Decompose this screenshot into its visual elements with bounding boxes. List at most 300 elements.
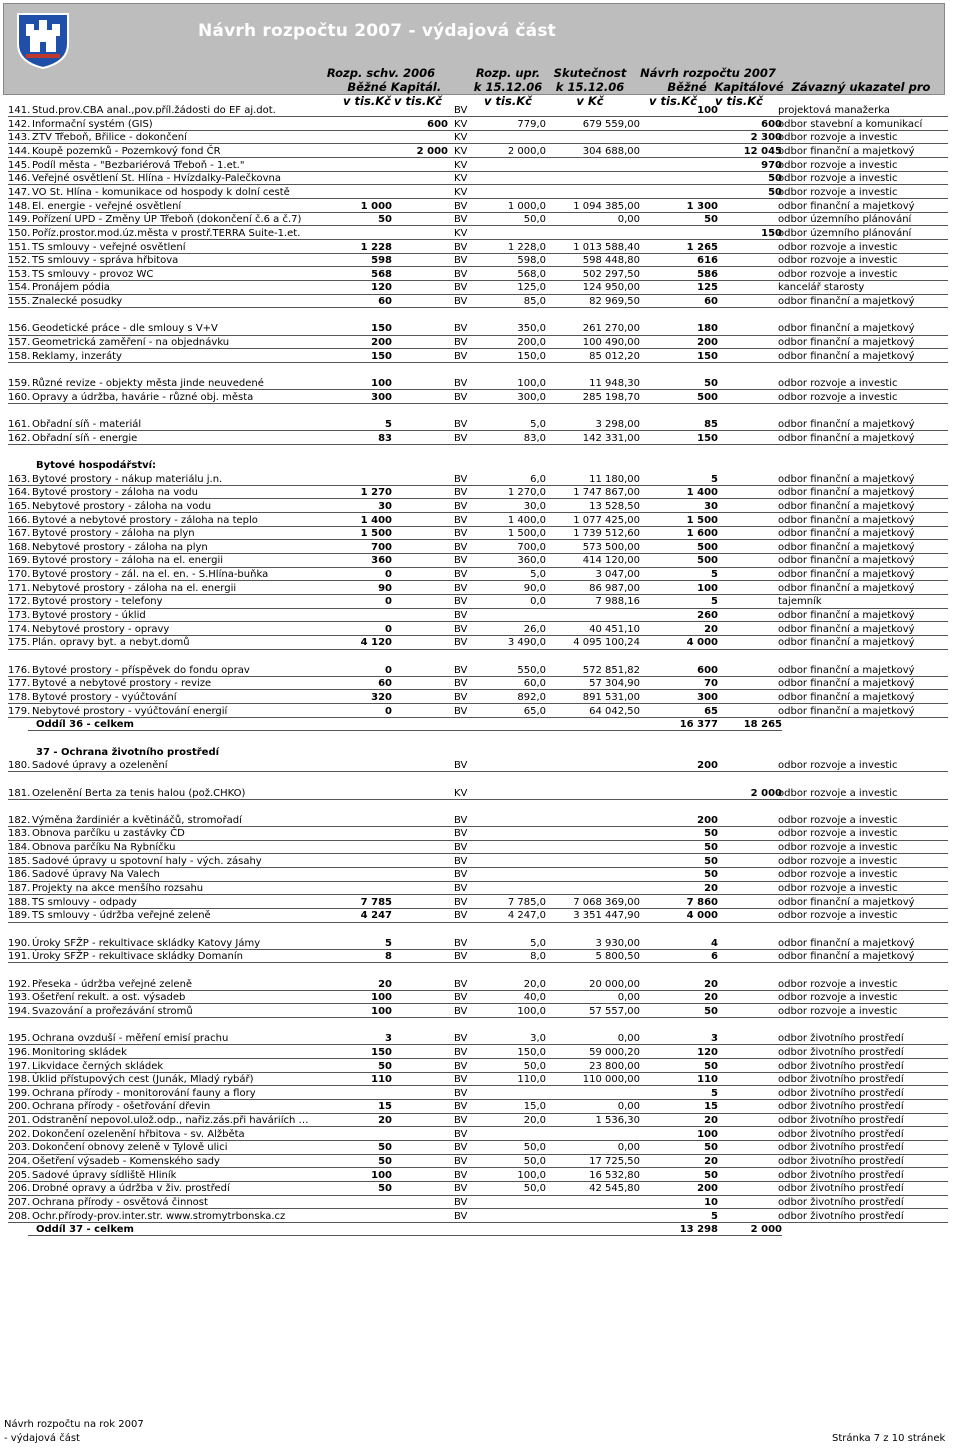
row-skutecnost: 1 747 867,00	[573, 487, 640, 499]
row-type: BV	[454, 487, 468, 499]
table-row	[8, 1005, 936, 1018]
row-skutecnost: 100 490,00	[582, 337, 640, 349]
row-type: BV	[454, 992, 468, 1004]
row-number: 188.	[8, 896, 31, 908]
row-rozp-upraveny: 568,0	[517, 268, 546, 280]
row-skutecnost: 572 851,82	[582, 664, 640, 676]
row-number: 193.	[8, 992, 31, 1004]
row-rozp-bezne: 360	[371, 555, 392, 567]
row-number: 207.	[8, 1197, 31, 1208]
row-skutecnost: 82 969,50	[589, 296, 640, 308]
row-responsible: odbor finanční a majetkový	[778, 296, 915, 308]
row-description: Nebytové prostory - záloha na el. energii	[32, 582, 237, 594]
row-navrh-bezne: 20	[704, 978, 718, 990]
row-skutecnost: 0,00	[617, 1033, 640, 1045]
row-navrh-bezne: 616	[697, 255, 718, 267]
row-navrh-kapital: 2 000	[750, 787, 782, 799]
row-responsible: odbor životního prostředí	[778, 1033, 904, 1045]
col-header-rozp-upr: Rozp. upr.	[475, 66, 541, 80]
row-rozp-upraveny: 0,0	[530, 596, 546, 608]
row-navrh-bezne: 110	[697, 1074, 718, 1086]
row-number: 152.	[8, 255, 31, 267]
row-rozp-upraveny: 1 270,0	[507, 487, 546, 499]
row-description: TS smlouvy - správa hřbitova	[32, 255, 179, 267]
row-navrh-bezne: 4 000	[686, 910, 718, 922]
row-rozp-bezne: 100	[371, 378, 392, 389]
row-navrh-kapital: 970	[761, 159, 782, 171]
table-row	[8, 541, 936, 554]
row-responsible: odbor finanční a majetkový	[778, 541, 915, 553]
row-navrh-kapital: 600	[761, 118, 782, 130]
row-skutecnost: 1 013 588,40	[573, 241, 640, 253]
row-navrh-bezne: 200	[697, 814, 718, 826]
row-navrh-kapital: 150	[761, 227, 782, 239]
row-number: 155.	[8, 296, 31, 308]
row-description: Nebytové prostory - opravy	[32, 623, 170, 635]
table-row	[8, 377, 936, 390]
row-description: Výměna žardiniér a květináčů, stromořadí	[32, 814, 242, 826]
row-responsible: odbor rozvoje a investic	[778, 378, 898, 389]
row-rozp-upraveny: 2 000,0	[507, 145, 546, 157]
row-number: 199.	[8, 1087, 31, 1099]
row-rozp-upraveny: 3,0	[530, 1033, 546, 1045]
row-rozp-bezne: 8	[385, 951, 392, 963]
row-description: Reklamy, inzeráty	[32, 350, 122, 362]
row-navrh-bezne: 50	[704, 828, 718, 840]
row-responsible: odbor finanční a majetkový	[778, 691, 915, 703]
row-type: BV	[454, 514, 468, 526]
col-header-unit-navrh-kap: v tis.Kč	[715, 94, 763, 108]
row-type: BV	[454, 1210, 468, 1222]
row-navrh-bezne: 85	[704, 418, 718, 430]
section-title: 37 - Ochrana životního prostředí	[36, 746, 220, 758]
row-responsible: tajemník	[778, 596, 822, 608]
row-number: 173.	[8, 610, 31, 622]
row-description: Znalecké posudky	[32, 296, 123, 308]
col-header-skutecnost-date: k 15.12.06	[555, 80, 625, 94]
row-type: BV	[454, 855, 468, 867]
table-row	[8, 1169, 936, 1182]
row-rozp-bezne: 0	[385, 569, 392, 581]
row-rozp-upraveny: 1 400,0	[507, 514, 546, 526]
row-number: 176.	[8, 664, 31, 676]
row-description: TS smlouvy - veřejné osvětlení	[32, 241, 186, 253]
row-rozp-upraveny: 110,0	[517, 1074, 546, 1086]
row-skutecnost: 64 042,50	[589, 705, 640, 717]
row-navrh-bezne: 30	[704, 500, 718, 512]
row-responsible: odbor životního prostředí	[778, 1101, 904, 1113]
row-description: Nebytové prostory - vyúčtování energií	[32, 705, 228, 717]
table-row	[8, 1114, 936, 1127]
row-number: 204.	[8, 1156, 31, 1168]
row-description: ZTV Třeboň, Břilice - dokončení	[32, 132, 187, 144]
row-type: BV	[454, 596, 468, 608]
row-skutecnost: 414 120,00	[582, 555, 640, 567]
row-type: BV	[454, 432, 468, 444]
col-header-unit-kapital: v tis.Kč	[394, 94, 442, 108]
row-rozp-upraveny: 5,0	[530, 937, 546, 949]
col-header-rozp-schv: Rozp. schv. 2006	[326, 66, 436, 80]
row-rozp-bezne: 568	[371, 268, 392, 280]
row-skutecnost: 13 528,50	[589, 500, 640, 512]
row-navrh-bezne: 500	[697, 541, 718, 553]
row-divider	[8, 771, 948, 772]
row-rozp-upraveny: 700,0	[517, 541, 546, 553]
row-description: Nebytové prostory - záloha na plyn	[32, 541, 208, 553]
row-number: 180.	[8, 760, 31, 772]
row-skutecnost: 1 536,30	[595, 1115, 640, 1127]
row-skutecnost: 7 988,16	[595, 596, 640, 608]
table-row	[8, 418, 936, 431]
total-navrh-bezne: 16 377	[679, 719, 718, 731]
row-number: 172.	[8, 596, 31, 608]
table-row	[8, 104, 936, 117]
row-type: BV	[454, 296, 468, 308]
row-navrh-bezne: 50	[704, 842, 718, 854]
row-number: 162.	[8, 432, 31, 444]
row-number: 196.	[8, 1046, 31, 1058]
row-responsible: odbor finanční a majetkový	[778, 323, 915, 335]
row-responsible: odbor finanční a majetkový	[778, 473, 915, 485]
row-responsible: odbor finanční a majetkový	[778, 200, 915, 212]
row-responsible: odbor rozvoje a investic	[778, 787, 898, 799]
row-number: 175.	[8, 637, 31, 649]
row-responsible: odbor finanční a majetkový	[778, 637, 915, 649]
row-skutecnost: 679 559,00	[582, 118, 640, 130]
row-number: 167.	[8, 528, 31, 540]
row-rozp-upraveny: 200,0	[517, 337, 546, 349]
total-navrh-kapital: 18 265	[743, 719, 782, 731]
table-row	[8, 213, 936, 226]
row-description: Drobné opravy a údržba v živ. prostředí	[32, 1183, 230, 1195]
row-number: 157.	[8, 337, 31, 349]
table-row	[8, 200, 936, 213]
row-number: 170.	[8, 569, 31, 581]
row-rozp-upraveny: 40,0	[523, 992, 546, 1004]
row-navrh-bezne: 6	[711, 951, 718, 963]
row-number: 151.	[8, 241, 31, 253]
row-type: BV	[454, 1156, 468, 1168]
row-responsible: odbor rozvoje a investic	[778, 883, 898, 895]
row-skutecnost: 3 351 447,90	[573, 910, 640, 922]
row-description: Pořízení UPD - Změny ÚP Třeboň (dokončení č.6 a č.7)	[32, 214, 302, 226]
row-navrh-bezne: 100	[697, 1128, 718, 1140]
row-responsible: odbor finanční a majetkový	[778, 350, 915, 362]
row-responsible: projektová manažerka	[778, 105, 890, 116]
row-responsible: odbor životního prostředí	[778, 1197, 904, 1208]
row-navrh-bezne: 5	[711, 569, 718, 581]
table-row	[8, 896, 936, 909]
section-total-row	[8, 718, 936, 731]
row-skutecnost: 59 000,20	[589, 1046, 640, 1058]
row-number: 149.	[8, 214, 31, 226]
row-responsible: odbor životního prostředí	[778, 1183, 904, 1195]
row-skutecnost: 3 930,00	[595, 937, 640, 949]
row-navrh-bezne: 1 265	[686, 241, 718, 253]
row-type: BV	[454, 214, 468, 226]
row-responsible: odbor rozvoje a investic	[778, 814, 898, 826]
row-type: BV	[454, 664, 468, 676]
row-number: 168.	[8, 541, 31, 553]
row-number: 159.	[8, 378, 31, 389]
row-skutecnost: 85 012,20	[589, 350, 640, 362]
row-description: Bytové prostory - telefony	[32, 596, 163, 608]
row-responsible: odbor životního prostředí	[778, 1046, 904, 1058]
row-navrh-bezne: 200	[697, 760, 718, 772]
col-header-navrh-bezne: Běžné	[667, 80, 707, 94]
table-row	[8, 473, 936, 486]
row-responsible: odbor finanční a majetkový	[778, 145, 915, 157]
row-navrh-bezne: 200	[697, 1183, 718, 1195]
row-rozp-bezne: 700	[371, 541, 392, 553]
table-row	[8, 568, 936, 581]
row-navrh-bezne: 60	[704, 296, 718, 308]
row-description: Obřadní síň - materiál	[32, 418, 142, 430]
row-responsible: odbor rozvoje a investic	[778, 268, 898, 280]
row-description: Dokončení ozelenění hřbitova - sv. Alžběta	[32, 1128, 245, 1140]
row-rozp-upraveny: 598,0	[517, 255, 546, 267]
row-type: BV	[454, 200, 468, 212]
row-description: Poříz.prostor.mod.úz.města v prostř.TERRA Suite-1.et.	[32, 227, 301, 239]
row-type: KV	[454, 145, 468, 157]
row-type: KV	[454, 186, 468, 198]
row-rozp-upraveny: 1 500,0	[507, 528, 546, 540]
row-number: 163.	[8, 473, 31, 485]
table-row	[8, 1128, 936, 1141]
row-number: 158.	[8, 350, 31, 362]
row-type: KV	[454, 159, 468, 171]
row-responsible: odbor rozvoje a investic	[778, 828, 898, 840]
row-type: KV	[454, 132, 468, 144]
table-row	[8, 295, 936, 308]
row-skutecnost: 110 000,00	[582, 1074, 640, 1086]
row-number: 198.	[8, 1074, 31, 1086]
row-navrh-bezne: 50	[704, 1005, 718, 1017]
row-navrh-bezne: 586	[697, 268, 718, 280]
row-responsible: odbor územního plánování	[778, 214, 912, 226]
row-responsible: odbor životního prostředí	[778, 1060, 904, 1072]
row-type: BV	[454, 582, 468, 594]
row-type: BV	[454, 910, 468, 922]
row-skutecnost: 124 950,00	[582, 282, 640, 294]
col-header-unit-skut: v Kč	[576, 94, 604, 108]
row-number: 197.	[8, 1060, 31, 1072]
row-rozp-upraveny: 50,0	[523, 214, 546, 226]
row-navrh-bezne: 150	[697, 432, 718, 444]
row-description: Ošetření rekult. a ost. výsadeb	[32, 992, 186, 1004]
row-number: 183.	[8, 828, 31, 840]
row-divider	[8, 403, 948, 404]
row-number: 184.	[8, 842, 31, 854]
row-rozp-upraveny: 30,0	[523, 500, 546, 512]
row-rozp-bezne: 1 500	[360, 528, 392, 540]
row-number: 160.	[8, 391, 31, 403]
row-description: Ochrana přírody - osvětová činnost	[32, 1197, 208, 1208]
row-rozp-bezne: 110	[371, 1074, 392, 1086]
row-rozp-bezne: 50	[378, 1183, 392, 1195]
row-navrh-bezne: 50	[704, 1142, 718, 1154]
row-rozp-upraveny: 20,0	[523, 1115, 546, 1127]
row-responsible: odbor finanční a majetkový	[778, 418, 915, 430]
row-description: Bytové prostory - vyúčtování	[32, 691, 177, 703]
row-responsible: odbor rozvoje a investic	[778, 855, 898, 867]
row-type: BV	[454, 1197, 468, 1208]
row-responsible: odbor životního prostředí	[778, 1128, 904, 1140]
row-number: 165.	[8, 500, 31, 512]
row-responsible: odbor finanční a majetkový	[778, 678, 915, 690]
table-row	[8, 827, 936, 840]
row-type: BV	[454, 391, 468, 403]
row-description: Svazování a prořezávání stromů	[32, 1005, 193, 1017]
row-rozp-upraveny: 5,0	[530, 418, 546, 430]
row-description: Geodetické práce - dle smlouy s V+V	[32, 323, 218, 335]
row-type: BV	[454, 528, 468, 540]
table-row	[8, 432, 936, 445]
row-description: Ochrana přírody - monitorování fauny a flory	[32, 1087, 256, 1099]
row-skutecnost: 598 448,80	[582, 255, 640, 267]
row-rozp-upraveny: 50,0	[523, 1183, 546, 1195]
row-skutecnost: 57 304,90	[589, 678, 640, 690]
row-rozp-upraveny: 65,0	[523, 705, 546, 717]
row-skutecnost: 17 725,50	[589, 1156, 640, 1168]
row-number: 169.	[8, 555, 31, 567]
table-row	[8, 486, 936, 499]
table-row	[8, 1155, 936, 1168]
row-rozp-upraveny: 8,0	[530, 951, 546, 963]
row-responsible: odbor finanční a majetkový	[778, 569, 915, 581]
table-row	[8, 281, 936, 294]
table-row	[8, 336, 936, 349]
row-number: 205.	[8, 1169, 31, 1181]
row-type: BV	[454, 1183, 468, 1195]
row-number: 142.	[8, 118, 31, 130]
row-rozp-kapital: 2 000	[416, 145, 448, 157]
table-row	[8, 991, 936, 1004]
table-row	[8, 131, 936, 144]
row-skutecnost: 23 800,00	[589, 1060, 640, 1072]
section-heading	[8, 746, 936, 759]
row-navrh-bezne: 1 600	[686, 528, 718, 540]
row-rozp-upraveny: 26,0	[523, 623, 546, 635]
row-responsible: odbor rozvoje a investic	[778, 159, 898, 171]
row-type: BV	[454, 1046, 468, 1058]
row-rozp-bezne: 50	[378, 1142, 392, 1154]
table-row	[8, 1032, 936, 1045]
row-type: BV	[454, 610, 468, 622]
row-number: 174.	[8, 623, 31, 635]
row-rozp-bezne: 5	[385, 418, 392, 430]
table-row	[8, 1182, 936, 1195]
row-description: Sadové úpravy sídliště Hliník	[32, 1169, 177, 1181]
col-header-kapital: Kapitál.	[390, 80, 442, 94]
row-rozp-upraveny: 100,0	[517, 1005, 546, 1017]
row-number: 179.	[8, 705, 31, 717]
row-skutecnost: 0,00	[617, 214, 640, 226]
row-skutecnost: 142 331,00	[582, 432, 640, 444]
row-rozp-upraveny: 5,0	[530, 569, 546, 581]
row-rozp-upraveny: 7 785,0	[507, 896, 546, 908]
row-number: 202.	[8, 1128, 31, 1140]
row-navrh-bezne: 1 300	[686, 200, 718, 212]
row-navrh-bezne: 125	[697, 282, 718, 294]
row-type: BV	[454, 569, 468, 581]
row-rozp-bezne: 60	[378, 296, 392, 308]
row-type: BV	[454, 541, 468, 553]
row-rozp-bezne: 598	[371, 255, 392, 267]
row-rozp-kapital: 600	[427, 118, 448, 130]
row-responsible: odbor finanční a majetkový	[778, 337, 915, 349]
row-type: BV	[454, 1074, 468, 1086]
row-responsible: odbor rozvoje a investic	[778, 910, 898, 922]
row-navrh-bezne: 20	[704, 623, 718, 635]
row-skutecnost: 891 531,00	[582, 691, 640, 703]
table-row	[8, 978, 936, 991]
row-navrh-bezne: 1 400	[686, 487, 718, 499]
row-description: Sadové úpravy a ozelenění	[32, 760, 168, 772]
row-type: BV	[454, 350, 468, 362]
row-navrh-bezne: 500	[697, 555, 718, 567]
table-row	[8, 1141, 936, 1154]
row-description: Nebytové prostory - záloha na vodu	[32, 500, 212, 512]
row-responsible: odbor finanční a majetkový	[778, 610, 915, 622]
row-number: 177.	[8, 678, 31, 690]
row-type: BV	[454, 951, 468, 963]
row-rozp-bezne: 60	[378, 678, 392, 690]
row-skutecnost: 16 532,80	[589, 1169, 640, 1181]
row-description: TS smlouvy - odpady	[32, 896, 137, 908]
row-type: BV	[454, 500, 468, 512]
section-heading	[8, 459, 936, 472]
row-rozp-bezne: 50	[378, 1156, 392, 1168]
row-rozp-upraveny: 892,0	[517, 691, 546, 703]
row-rozp-upraveny: 360,0	[517, 555, 546, 567]
table-row	[8, 1210, 936, 1223]
row-skutecnost: 40 451,10	[589, 623, 640, 635]
row-description: Bytové prostory - záloha na el. energii	[32, 555, 224, 567]
table-row	[8, 391, 936, 404]
row-number: 141.	[8, 105, 31, 116]
row-type: KV	[454, 173, 468, 185]
row-type: BV	[454, 378, 468, 389]
table-row	[8, 1046, 936, 1059]
row-description: Úroky SFŽP - rekultivace skládky Domanín	[32, 951, 243, 963]
row-type: BV	[454, 678, 468, 690]
row-description: Bytové prostory - zál. na el. en. - S.Hlína-buňka	[32, 569, 269, 581]
row-rozp-upraveny: 100,0	[517, 378, 546, 389]
row-description: Ošetření výsadeb - Komenského sady	[32, 1156, 220, 1168]
row-responsible: odbor rozvoje a investic	[778, 992, 898, 1004]
row-number: 166.	[8, 514, 31, 526]
row-type: BV	[454, 623, 468, 635]
row-description: Odstranění nepovol.ulož.odp., nařiz.zás.při haváriích …	[32, 1115, 309, 1127]
row-responsible: odbor finanční a majetkový	[778, 623, 915, 635]
row-number: 189.	[8, 910, 31, 922]
row-responsible: odbor životního prostředí	[778, 1142, 904, 1154]
footer-doc-subtitle: - výdajová část	[4, 1433, 80, 1444]
row-navrh-bezne: 20	[704, 1115, 718, 1127]
row-rozp-bezne: 150	[371, 350, 392, 362]
row-number: 187.	[8, 883, 31, 895]
row-rozp-bezne: 320	[371, 691, 392, 703]
table-row	[8, 609, 936, 622]
row-navrh-bezne: 70	[704, 678, 718, 690]
row-rozp-bezne: 0	[385, 623, 392, 635]
row-navrh-bezne: 100	[697, 582, 718, 594]
row-description: Bytové prostory - nákup materiálu j.n.	[32, 473, 223, 485]
row-skutecnost: 1 739 512,60	[573, 528, 640, 540]
col-header-navrh: Návrh rozpočtu 2007	[640, 66, 776, 80]
table-row	[8, 937, 936, 950]
